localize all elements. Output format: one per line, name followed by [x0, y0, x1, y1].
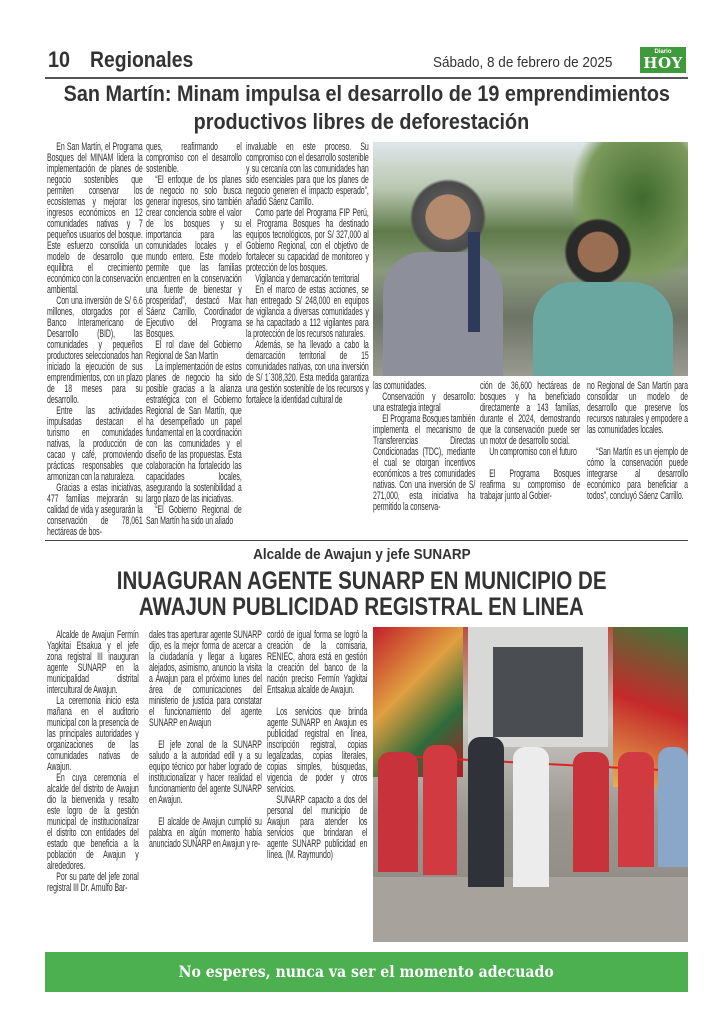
paragraph: “El enfoque de los planes de negocio no solo busca generar ingresos, sino también crear conciencia sobre el valor de los bosques y su importancia para las comunidades locales y el mundo entero. Este modelo permite que las familias encuentren en la conservación una fuente de bienestar y prosperidad”, destacó Max Sáenz Carrillo, Coordinador Ejecutivo del Programa Bosques. [146, 174, 242, 340]
section-name: Regionales [90, 47, 194, 72]
page-number: 10 [48, 47, 71, 72]
article2-column-1 [47, 630, 139, 894]
article2-kicker-text: Alcalde de Awajun y jefe SUNARP [252, 546, 471, 563]
article1-photo-women-weaving [373, 142, 688, 376]
footer-slogan-banner [45, 952, 688, 992]
paragraph: cordó de igual forma se logró la creación de la comisaria, RENIEC, ahora está en gestión la creación del banco de la nación preciso Fermín Yagkitai Entsakua alcalde de Awajun. [267, 629, 368, 696]
paragraph: La implementación de estos planes de negocio ha sido posible gracias a la alianza estratégica con el Gobierno Regional de San Martín, que ha desempeñado un papel fundamental en la coordinación con las comunidades y el diseño de las propuestas. Esta colaboración ha fortalecido las capacidades locales, asegurando la sostenibilidad a largo plazo de las iniciativas. [146, 361, 242, 505]
issue-date: Sábado, 8 de febrero de 2025 [433, 54, 613, 71]
article1-column-6 [587, 381, 688, 502]
article1-column-3 [246, 142, 369, 406]
paragraph: Entre las actividades impulsadas destacan el turismo en comunidades nativas, la producción de cacao y café, promoviendo prácticas responsables que armonizan con la naturaleza. [47, 405, 143, 483]
article1-headline-line1: San Martín: Minam impulsa el desarrollo de 19 emprendimientos [63, 81, 670, 106]
article2-headline-line1: INUAGURAN AGENTE SUNARP EN MUNICIPIO DE [116, 567, 607, 595]
article1-column-4 [373, 381, 475, 513]
paragraph: las comunidades. [373, 380, 427, 392]
paragraph: Como parte del Programa FIP Perú, el Programa Bosques ha destinado equipos tecnológicos, por S/ 327,000 al Gobierno Regional, con el objetivo de fortalecer su capacidad de monitoreo y protección de los bosques. [246, 207, 369, 274]
paragraph: La ceremonia inicio esta mañana en el auditorio municipal con la presencia de las principales autoridades y organizaciones de las comunidades nativas de Awajun. [47, 695, 139, 773]
article2-headline [30, 568, 693, 620]
paragraph: El alcalde de Awajun cumplió su palabra en algún momento había anunciado SUNARP en Awajun y re- [149, 816, 262, 850]
paragraph: Con una inversión de S/ 6.6 millones, otorgados por el Banco Interamericano de Desarrollo (BID), las comunidades y pequeños productores seleccionados han iniciado la ejecución de sus emprendimientos, con un plazo de 18 meses para su desarrollo. [47, 295, 143, 406]
article-divider [45, 540, 688, 541]
article2-kicker [30, 546, 693, 563]
paragraph: Un compromiso con el futuro [489, 446, 577, 458]
paragraph: El Programa Bosques reafirma su compromiso de trabajar junto al Gobier- [480, 468, 581, 502]
paragraph: SUNARP capacito a dos del personal del municipio de Awajun para atender los servicios que brindaran el agente SUNARP publicidad en línea. (M. Raymundo) [267, 794, 368, 861]
paragraph: Por su parte del jefe zonal registral III Dr. Arnulfo Bar- [47, 871, 139, 894]
paragraph: dales tras aperturar agente SUNARP dijo, es la mejor forma de acercar a la ciudadanía y llegar a lugares alejados, asimismo, anuncio la visita a Awajun para el próximo lunes del área de comunicaciones del ministerio de justicia para constatar el funcionamiento del agente SUNARP en Awajun [149, 629, 262, 729]
article2-headline-line2: AWAJUN PUBLICIDAD REGISTRAL EN LINEA [139, 593, 584, 621]
paragraph: ción de 36,600 hectáreas de bosques y ha beneficiado directamente a 143 familias, durante el 2024, demostrando que la conservación puede ser un motor de desarrollo social. [480, 380, 581, 447]
paragraph: Además, se ha llevado a cabo la demarcación territorial de 15 comunidades nativas, con una inversión de S/ 1´308,320. Esta medida garantiza una gestión sostenible de los recursos y fortalece la identidad cultural de [246, 339, 369, 406]
article1-column-2 [146, 142, 242, 527]
paragraph: En el marco de estas acciones, se han entregado S/ 248,000 en equipos de vigilancia a diversas comunidades y se ha capacitado a 112 vigilantes para la protección de los recursos naturales. [246, 284, 369, 340]
paragraph: invaluable en este proceso. Su compromiso con el desarrollo sostenible y su cercanía con las comunidades han sido esenciales para que los planes de negocio generen el impacto esperado”, añadió Sáenz Carrillo. [246, 141, 369, 208]
article1-column-5 [480, 381, 580, 502]
paragraph: Alcalde de Awajun Fermín Yagkitai Etsakua y el jefe zona registral III inauguran agente SUNARP en la municipalidad distrital intercultural de Awajun. [47, 629, 139, 696]
paragraph: El jefe zonal de la SUNARP saludo a la autoridad edil y a su equipo técnico por haber logrado de institucionalizar y hacer realidad el funcionamiento del agente SUNARP en Awajun. [149, 739, 262, 806]
paragraph: ques, reafirmando el compromiso con el desarrollo sostenible. [146, 141, 242, 175]
article1-headline-line2: productivos libres de deforestación [193, 109, 530, 134]
article2-photo-ribbon-cutting [373, 627, 688, 942]
paragraph: “El Gobierno Regional de San Martín ha sido un aliado [146, 504, 242, 527]
footer-slogan: No esperes, nunca va ser el momento adecuado [178, 962, 555, 981]
header-divider [45, 77, 688, 79]
paragraph: no Regional de San Martín para consolidar un modelo de desarrollo que preserve los recursos naturales y empodere a las comunidades locales. [587, 380, 688, 436]
article1-column-1 [47, 142, 143, 538]
paragraph: En cuya ceremonia el alcalde del distrito de Awajun dio la bienvenida y resalto este logro de la gestión municipal de institucionalizar el distrito con entidades del estado que beneficia a la población de Awajun y alrededores. [47, 772, 139, 872]
paragraph: Los servicios que brinda agente SUNARP en Awajun es publicidad registral en línea, inscripción registral, copias legalizadas, copias literales, copias simples, búsquedas, vigencia de poder y otros servicios. [267, 706, 368, 795]
article2-column-3 [267, 630, 367, 861]
paragraph: Conservación y desarrollo: una estrategia integral [373, 391, 476, 414]
article1-headline [30, 80, 693, 136]
paragraph: Vigilancia y demarcación territorial [255, 273, 360, 285]
article2-column-2 [149, 630, 262, 850]
logo-big-text: HOY [643, 54, 683, 72]
logo-small-text: Diario [654, 49, 672, 55]
paragraph: El rol clave del Gobierno Regional de San Martín [146, 339, 242, 362]
paragraph: Gracias a estas iniciativas, 477 familias mejorarán su calidad de vida y asegurarán la conservación de 78,061 hectáreas de bos- [47, 482, 143, 538]
paragraph: El Programa Bosques también implementa el mecanismo de Transferencias Directas Condicionadas (TDC), mediante el cual se otorgan incentivos económicos a tres comunidades nativas. Con una inversión de S/ 271,000, esta iniciativa ha permitido la conserva- [373, 413, 476, 513]
newspaper-logo [640, 47, 686, 73]
paragraph: “San Martín es un ejemplo de cómo la conservación puede integrarse al desarrollo económico para beneficiar a todos”, concluyó Sáenz Carrillo. [587, 446, 688, 502]
paragraph: En San Martín, el Programa Bosques del MINAM lidera la implementación de planes de negocio sostenibles que permiten conservar los ecosistemas y mejorar los ingresos económicos en 12 comunidades nativas y 7 pequeños usuarios del bosque. Este esfuerzo consolida un modelo de desarrollo que equilibra el crecimiento económico con la conservación ambiental. [47, 141, 143, 296]
